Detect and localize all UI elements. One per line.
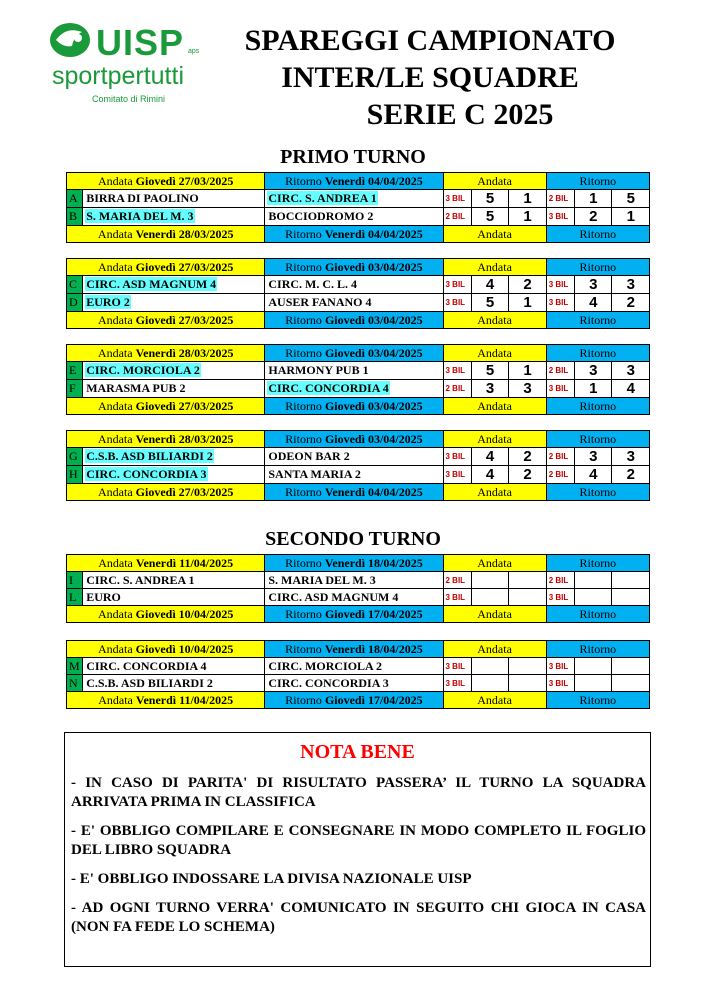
ritorno-score-home: 1 xyxy=(575,380,612,398)
andata-bil: 3 BIL xyxy=(443,190,471,208)
andata-header: Andata xyxy=(443,641,546,658)
away-team: CIRC. M. C. L. 4 xyxy=(265,276,443,294)
away-team: CIRC. S. ANDREA 1 xyxy=(265,190,443,208)
ritorno-bil: 2 BIL xyxy=(546,466,574,484)
ritorno-score-away: 3 xyxy=(612,276,650,294)
ritorno-header: Ritorno xyxy=(546,226,649,243)
ritorno-score-home xyxy=(575,589,612,606)
nota-item: - E' OBBLIGO INDOSSARE LA DIVISA NAZIONALE UISP xyxy=(71,871,472,887)
match-letter: N xyxy=(67,675,83,692)
nota-item: - IN CASO DI PARITA' DI RISULTATO PASSERA’ IL TURNO LA SQUADRA ARRIVATA PRIMA IN CLASSIFICA xyxy=(71,775,646,810)
ritorno-score-away xyxy=(612,589,650,606)
match-letter: L xyxy=(67,589,83,606)
away-team: CIRC. MORCIOLA 2 xyxy=(265,658,443,675)
andata-score-home: 5 xyxy=(471,362,508,380)
andata-score-away: 2 xyxy=(509,466,546,484)
andata-date-cell: Andata Giovedì 10/04/2025 xyxy=(67,606,265,623)
ritorno-bil: 3 BIL xyxy=(546,208,574,226)
andata-date-cell: Andata Venerdì 11/04/2025 xyxy=(67,692,265,709)
andata-date-cell: Andata Venerdì 28/03/2025 xyxy=(67,345,265,362)
away-team: AUSER FANANO 4 xyxy=(265,294,443,312)
logo-tagline: sportpertutti xyxy=(52,62,185,90)
away-team: S. MARIA DEL M. 3 xyxy=(265,572,443,589)
andata-score-home xyxy=(471,675,508,692)
home-team: EURO 2 xyxy=(83,294,265,312)
ritorno-header: Ritorno xyxy=(546,555,649,572)
match-table xyxy=(66,258,650,329)
match-row xyxy=(67,208,650,226)
title-line-1: SPAREGGI CAMPIONATO xyxy=(244,24,616,57)
ritorno-bil: 3 BIL xyxy=(546,658,574,675)
match-row xyxy=(67,294,650,312)
match-row xyxy=(67,190,650,208)
match-letter: I xyxy=(67,572,83,589)
ritorno-date-cell: Ritorno Venerdì 18/04/2025 xyxy=(265,641,443,658)
match-table xyxy=(66,640,650,709)
andata-header: Andata xyxy=(443,555,546,572)
andata-header: Andata xyxy=(443,312,546,329)
andata-score-home xyxy=(471,572,508,589)
andata-score-home: 4 xyxy=(471,466,508,484)
match-table xyxy=(66,344,650,415)
match-letter: H xyxy=(67,466,83,484)
andata-score-home: 3 xyxy=(471,380,508,398)
match-letter: G xyxy=(67,448,83,466)
match-letter: M xyxy=(67,658,83,675)
andata-score-away: 1 xyxy=(509,208,546,226)
away-team: CIRC. CONCORDIA 3 xyxy=(265,675,443,692)
home-team: BIRRA DI PAOLINO xyxy=(83,190,265,208)
andata-date-cell: Andata Giovedì 27/03/2025 xyxy=(67,312,265,329)
ritorno-score-away xyxy=(612,675,650,692)
andata-bil: 3 BIL xyxy=(443,362,471,380)
andata-header: Andata xyxy=(443,398,546,415)
andata-bil: 2 BIL xyxy=(443,380,471,398)
match-letter: E xyxy=(67,362,83,380)
home-team: CIRC. CONCORDIA 3 xyxy=(83,466,265,484)
ritorno-bil: 2 BIL xyxy=(546,190,574,208)
nota-item: - AD OGNI TURNO VERRA' COMUNICATO IN SEGUITO CHI GIOCA IN CASA (NON FA FEDE LO SCHEMA) xyxy=(71,900,646,935)
ritorno-header: Ritorno xyxy=(546,431,649,448)
match-row xyxy=(67,589,650,606)
andata-date-cell: Andata Giovedì 27/03/2025 xyxy=(67,484,265,501)
uisp-logo xyxy=(48,18,208,108)
andata-date-cell: Andata Venerdì 28/03/2025 xyxy=(67,226,265,243)
andata-bil: 3 BIL xyxy=(443,276,471,294)
andata-header: Andata xyxy=(443,431,546,448)
ritorno-date-cell: Ritorno Venerdì 04/04/2025 xyxy=(265,226,443,243)
ritorno-bil: 3 BIL xyxy=(546,589,574,606)
ritorno-date-cell: Ritorno Venerdì 18/04/2025 xyxy=(265,555,443,572)
match-letter: B xyxy=(67,208,83,226)
ritorno-score-away: 2 xyxy=(612,466,650,484)
andata-score-away: 1 xyxy=(509,190,546,208)
away-team: CIRC. ASD MAGNUM 4 xyxy=(265,589,443,606)
ritorno-score-home: 1 xyxy=(575,190,612,208)
ritorno-bil: 3 BIL xyxy=(546,294,574,312)
andata-score-home: 4 xyxy=(471,276,508,294)
match-row xyxy=(67,675,650,692)
match-letter: A xyxy=(67,190,83,208)
andata-bil: 3 BIL xyxy=(443,466,471,484)
andata-score-away: 1 xyxy=(509,362,546,380)
andata-score-home xyxy=(471,658,508,675)
away-team: SANTA MARIA 2 xyxy=(265,466,443,484)
away-team: BOCCIODROMO 2 xyxy=(265,208,443,226)
andata-score-home: 5 xyxy=(471,208,508,226)
match-row xyxy=(67,362,650,380)
ritorno-header: Ritorno xyxy=(546,173,649,190)
home-team: C.S.B. ASD BILIARDI 2 xyxy=(83,448,265,466)
ritorno-score-away: 4 xyxy=(612,380,650,398)
home-team: CIRC. ASD MAGNUM 4 xyxy=(83,276,265,294)
ritorno-header: Ritorno xyxy=(546,606,649,623)
andata-header: Andata xyxy=(443,226,546,243)
ritorno-date-cell: Ritorno Giovedì 03/04/2025 xyxy=(265,431,443,448)
ritorno-date-cell: Ritorno Giovedì 03/04/2025 xyxy=(265,345,443,362)
ritorno-score-home: 3 xyxy=(575,276,612,294)
andata-header: Andata xyxy=(443,692,546,709)
match-row xyxy=(67,658,650,675)
andata-header: Andata xyxy=(443,173,546,190)
ritorno-score-home: 4 xyxy=(575,294,612,312)
ritorno-bil: 3 BIL xyxy=(546,380,574,398)
andata-date-cell: Andata Giovedì 27/03/2025 xyxy=(67,173,265,190)
ritorno-header: Ritorno xyxy=(546,312,649,329)
andata-header: Andata xyxy=(443,606,546,623)
home-team: EURO xyxy=(83,589,265,606)
andata-bil: 3 BIL xyxy=(443,294,471,312)
andata-score-away xyxy=(509,572,546,589)
ritorno-score-away xyxy=(612,572,650,589)
match-table xyxy=(66,430,650,501)
ritorno-score-away xyxy=(612,658,650,675)
home-team: CIRC. S. ANDREA 1 xyxy=(83,572,265,589)
andata-score-away xyxy=(509,675,546,692)
logo-committee: Comitato di Rimini xyxy=(92,94,166,104)
ritorno-score-away: 3 xyxy=(612,448,650,466)
andata-bil: 3 BIL xyxy=(443,675,471,692)
section-secondo-turno: SECONDO TURNO xyxy=(265,528,441,550)
andata-score-away xyxy=(509,589,546,606)
logo-brand: UISP xyxy=(96,22,185,63)
uisp-emblem-icon xyxy=(48,18,96,62)
match-table xyxy=(66,172,650,243)
match-letter: D xyxy=(67,294,83,312)
nota-bene-box xyxy=(64,732,651,967)
match-row xyxy=(67,466,650,484)
ritorno-score-home: 3 xyxy=(575,362,612,380)
ritorno-date-cell: Ritorno Giovedì 03/04/2025 xyxy=(265,259,443,276)
andata-score-away xyxy=(509,658,546,675)
ritorno-score-home: 2 xyxy=(575,208,612,226)
ritorno-bil: 2 BIL xyxy=(546,448,574,466)
ritorno-bil: 2 BIL xyxy=(546,572,574,589)
nota-bene-title: NOTA BENE xyxy=(300,741,415,763)
home-team: S. MARIA DEL M. 3 xyxy=(83,208,265,226)
ritorno-score-home xyxy=(575,675,612,692)
match-table xyxy=(66,554,650,623)
match-row xyxy=(67,276,650,294)
ritorno-header: Ritorno xyxy=(546,484,649,501)
ritorno-score-away: 1 xyxy=(612,208,650,226)
andata-date-cell: Andata Venerdì 11/04/2025 xyxy=(67,555,265,572)
ritorno-bil: 2 BIL xyxy=(546,362,574,380)
andata-date-cell: Andata Giovedì 27/03/2025 xyxy=(67,398,265,415)
andata-date-cell: Andata Venerdì 28/03/2025 xyxy=(67,431,265,448)
ritorno-score-away: 3 xyxy=(612,362,650,380)
nota-item: - E' OBBLIGO COMPILARE E CONSEGNARE IN MODO COMPLETO IL FOGLIO DEL LIBRO SQUADRA xyxy=(71,823,646,858)
match-letter: C xyxy=(67,276,83,294)
andata-bil: 2 BIL xyxy=(443,208,471,226)
andata-bil: 2 BIL xyxy=(443,572,471,589)
andata-header: Andata xyxy=(443,259,546,276)
match-letter: F xyxy=(67,380,83,398)
andata-bil: 3 BIL xyxy=(443,658,471,675)
home-team: CIRC. MORCIOLA 2 xyxy=(83,362,265,380)
away-team: ODEON BAR 2 xyxy=(265,448,443,466)
andata-header: Andata xyxy=(443,345,546,362)
andata-score-away: 2 xyxy=(509,448,546,466)
match-row xyxy=(67,448,650,466)
home-team: MARASMA PUB 2 xyxy=(83,380,265,398)
away-team: CIRC. CONCORDIA 4 xyxy=(265,380,443,398)
page-title xyxy=(210,22,650,133)
ritorno-date-cell: Ritorno Giovedì 17/04/2025 xyxy=(265,692,443,709)
ritorno-score-home xyxy=(575,572,612,589)
ritorno-header: Ritorno xyxy=(546,345,649,362)
ritorno-score-home: 3 xyxy=(575,448,612,466)
ritorno-score-away: 5 xyxy=(612,190,650,208)
ritorno-score-home xyxy=(575,658,612,675)
home-team: CIRC. CONCORDIA 4 xyxy=(83,658,265,675)
away-team: HARMONY PUB 1 xyxy=(265,362,443,380)
ritorno-date-cell: Ritorno Venerdì 04/04/2025 xyxy=(265,173,443,190)
andata-date-cell: Andata Giovedì 10/04/2025 xyxy=(67,641,265,658)
andata-bil: 3 BIL xyxy=(443,448,471,466)
home-team: C.S.B. ASD BILIARDI 2 xyxy=(83,675,265,692)
ritorno-score-away: 2 xyxy=(612,294,650,312)
andata-score-home: 5 xyxy=(471,190,508,208)
andata-date-cell: Andata Giovedì 27/03/2025 xyxy=(67,259,265,276)
andata-score-home: 5 xyxy=(471,294,508,312)
ritorno-date-cell: Ritorno Giovedì 17/04/2025 xyxy=(265,606,443,623)
ritorno-bil: 3 BIL xyxy=(546,276,574,294)
match-row xyxy=(67,572,650,589)
andata-score-home xyxy=(471,589,508,606)
andata-score-away: 1 xyxy=(509,294,546,312)
ritorno-score-home: 4 xyxy=(575,466,612,484)
ritorno-header: Ritorno xyxy=(546,641,649,658)
ritorno-date-cell: Ritorno Venerdì 04/04/2025 xyxy=(265,484,443,501)
ritorno-header: Ritorno xyxy=(546,692,649,709)
ritorno-header: Ritorno xyxy=(546,398,649,415)
logo-aps: aps xyxy=(188,48,200,55)
andata-score-home: 4 xyxy=(471,448,508,466)
title-line-3: SERIE C 2025 xyxy=(366,98,554,131)
andata-header: Andata xyxy=(443,484,546,501)
section-primo-turno: PRIMO TURNO xyxy=(280,146,426,168)
match-row xyxy=(67,380,650,398)
ritorno-date-cell: Ritorno Giovedì 03/04/2025 xyxy=(265,398,443,415)
title-line-2: INTER/LE SQUADRE xyxy=(281,61,579,94)
andata-score-away: 3 xyxy=(509,380,546,398)
ritorno-header: Ritorno xyxy=(546,259,649,276)
andata-bil: 3 BIL xyxy=(443,589,471,606)
ritorno-bil: 3 BIL xyxy=(546,675,574,692)
andata-score-away: 2 xyxy=(509,276,546,294)
ritorno-date-cell: Ritorno Giovedì 03/04/2025 xyxy=(265,312,443,329)
